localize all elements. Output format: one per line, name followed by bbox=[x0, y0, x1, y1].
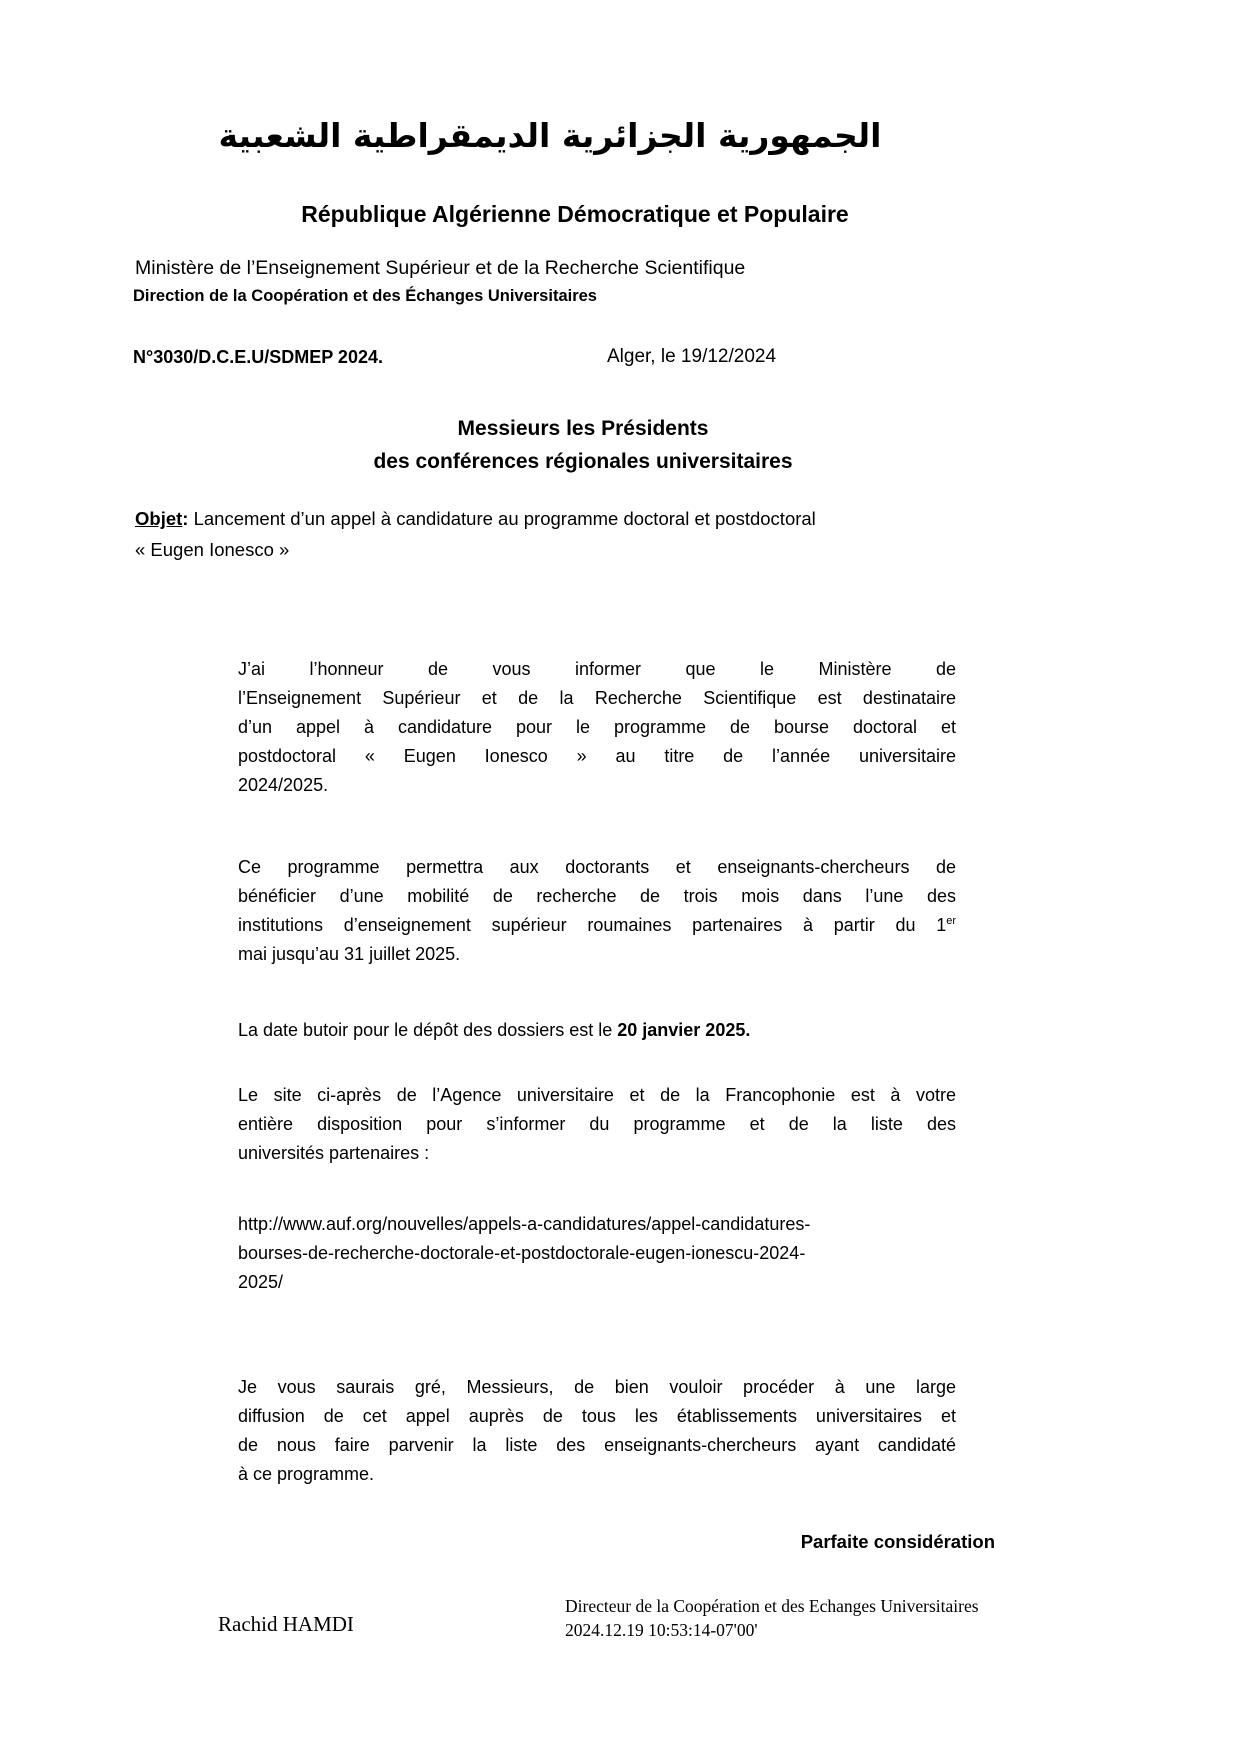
text-line: Le site ci-après de l’Agence universitaire et de la Francophonie est à votre bbox=[238, 1085, 956, 1105]
signatory-title: Directeur de la Coopération et des Echanges Universitaires bbox=[565, 1596, 979, 1616]
place-date: Alger, le 19/12/2024 bbox=[607, 346, 777, 367]
text-line: à ce programme. bbox=[238, 1464, 375, 1484]
text-line: bénéficier d’une mobilité de recherche de trois mois dans l’une des bbox=[238, 886, 956, 906]
text-line: bourses-de-recherche-doctorale-et-postdoctorale-eugen-ionescu-2024- bbox=[238, 1243, 806, 1263]
text-line: universités partenaires : bbox=[238, 1143, 430, 1163]
direction-line: Direction de la Coopération et des Échanges Universitaires bbox=[133, 287, 597, 305]
paragraph-4 bbox=[238, 1081, 956, 1168]
ministry-line: Ministère de l’Enseignement Supérieur et de la Recherche Scientifique bbox=[135, 257, 746, 279]
objet-line-1 bbox=[135, 503, 1125, 534]
text-line bbox=[238, 911, 956, 940]
text-line: Je vous saurais gré, Messieurs, de bien vouloir procéder à une large bbox=[238, 1377, 956, 1397]
objet-line-2: « Eugen Ionesco » bbox=[135, 539, 290, 560]
objet-text: Lancement d’un appel à candidature au programme doctoral et postdoctoral bbox=[193, 508, 816, 529]
addressee-line-1: Messieurs les Présidents bbox=[457, 417, 709, 440]
objet-block bbox=[135, 503, 1125, 565]
ordinal-superscript: er bbox=[946, 915, 956, 927]
republic-title: République Algérienne Démocratique et Populaire bbox=[301, 201, 849, 227]
addressee-block bbox=[0, 412, 1166, 478]
objet-colon: : bbox=[182, 508, 194, 529]
digital-signature-block bbox=[565, 1594, 1125, 1642]
reference-number: N°3030/D.C.E.U/SDMEP 2024. bbox=[133, 347, 383, 367]
text-line: J’ai l’honneur de vous informer que le Ministère de bbox=[238, 659, 956, 679]
text-line: postdoctoral « Eugen Ionesco » au titre de l’année universitaire bbox=[238, 746, 956, 766]
text-line: Ce programme permettra aux doctorants et enseignants-chercheurs de bbox=[238, 857, 956, 877]
paragraph-5 bbox=[238, 1373, 956, 1489]
paragraph-2 bbox=[238, 853, 956, 969]
paragraph-1 bbox=[238, 655, 956, 800]
text-line: diffusion de cet appel auprès de tous les établissements universitaires et bbox=[238, 1406, 956, 1426]
text-line: d’un appel à candidature pour le programme de bourse doctoral et bbox=[238, 717, 956, 737]
objet-label: Objet bbox=[135, 508, 183, 529]
deadline-date: 20 janvier 2025. bbox=[617, 1020, 751, 1040]
text-line: entière disposition pour s’informer du programme et de la liste des bbox=[238, 1114, 956, 1134]
url-text[interactable] bbox=[238, 1210, 956, 1297]
closing-salutation: Parfaite considération bbox=[800, 1531, 995, 1552]
text-line: 2024/2025. bbox=[238, 775, 329, 795]
letter-body bbox=[238, 655, 956, 1489]
arabic-title: الجمهورية الجزائرية الديمقراطية الشعبية bbox=[218, 116, 882, 155]
signatory-name: Rachid HAMDI bbox=[218, 1612, 354, 1636]
signature-timestamp: 2024.12.19 10:53:14-07'00' bbox=[565, 1620, 758, 1640]
text-line: de nous faire parvenir la liste des enseignants-chercheurs ayant candidaté bbox=[238, 1435, 956, 1455]
deadline-text: La date butoir pour le dépôt des dossiers est le bbox=[238, 1020, 618, 1040]
addressee-line-2: des conférences régionales universitaires bbox=[373, 450, 793, 473]
text-segment: institutions d’enseignement supérieur roumaines partenaires à partir du 1 bbox=[238, 915, 947, 935]
text-line: http://www.auf.org/nouvelles/appels-a-candidatures/appel-candidatures- bbox=[238, 1214, 811, 1234]
text-line: 2025/ bbox=[238, 1272, 284, 1292]
paragraph-3 bbox=[238, 1016, 956, 1045]
text-line: l’Enseignement Supérieur et de la Recherche Scientifique est destinataire bbox=[238, 688, 956, 708]
text-line: mai jusqu’au 31 juillet 2025. bbox=[238, 944, 461, 964]
